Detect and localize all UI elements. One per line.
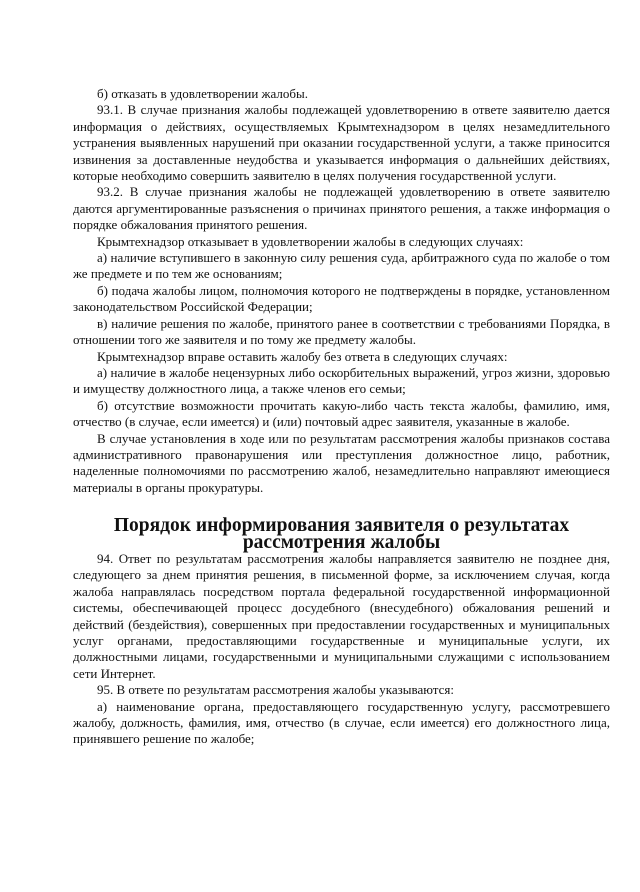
paragraph-refusal-v: в) наличие решения по жалобе, принятого ранее в соответствии с требованиями Порядка, в отношении того же заявителя и по тому же предмету жалобы. xyxy=(73,315,610,348)
paragraph-no-answer-intro: Крымтехнадзор вправе оставить жалобу без ответа в следующих случаях: xyxy=(97,348,508,364)
section-heading-line-2: рассмотрения жалобы xyxy=(242,531,441,553)
paragraph-94: 94. Ответ по результатам рассмотрения жалобы направляется заявителю не позднее дня, следующего за днем принятия решения, в письменной форме, за исключением случая, когда жалоба направлялась посредством портала федеральной государственной информационной системы, обеспечивающей процесс досудебного (внесудебного) обжалования решений и действий (бездействия), совершенных при предоставлении государственных и муниципальных услуг органами, предоставляющими государственные и муниципальные услуги, их должностными лицами, государственными и муниципальными служащими с использованием сети Интернет. xyxy=(73,550,610,681)
paragraph-otkazat: б) отказать в удовлетворении жалобы. xyxy=(97,86,309,101)
paragraph-prosecutor: В случае установления в ходе или по результатам рассмотрения жалобы признаков состава административного правонарушения или преступления должностное лицо, работник, наделенные полномочиями по рассмотрению жалоб, незамедлительно направляют имеющиеся материалы в органы прокуратуры. xyxy=(73,430,610,495)
paragraph-refusal-b: б) подача жалобы лицом, полномочия которого не подтверждены в порядке, установленном законодательством Российской Федерации; xyxy=(73,282,610,315)
paragraph-no-answer-b: б) отсутствие возможности прочитать какую-либо часть текста жалобы, фамилию, имя, отчество (в случае, если имеется) и (или) почтовый адрес заявителя, указанные в жалобе. xyxy=(73,397,610,430)
paragraph-refusal-a: а) наличие вступившего в законную силу решения суда, арбитражного суда по жалобе о том же предмете и по тем же основаниям; xyxy=(73,250,610,282)
paragraph-93-2: 93.2. В случае признания жалобы не подлежащей удовлетворению в ответе заявителю даются аргументированные разъяснения о причинах принятого решения, а также информация о порядке обжалования принятого решения. xyxy=(73,184,610,233)
section-heading xyxy=(73,515,610,553)
paragraph-93-1: 93.1. В случае признания жалобы подлежащей удовлетворению в ответе заявителю дается информация о действиях, осуществляемых Крымтехнадзором в целях незамедлительного устранения выявленных нарушений при оказании государственной услуги, а также приносится извинения за доставленные неудобства и указывается информация о дальнейших действиях, которые необходимо совершить заявителю в целях получения государственной услуги. xyxy=(73,102,610,184)
paragraph-95: 95. В ответе по результатам рассмотрения жалобы указываются: xyxy=(97,682,454,698)
paragraph-refusal-intro: Крымтехнадзор отказывает в удовлетворении жалобы в следующих случаях: xyxy=(97,233,524,249)
paragraph-no-answer-a: а) наличие в жалобе нецензурных либо оскорбительных выражений, угроз жизни, здоровью и имуществу должностного лица, а также членов его семьи; xyxy=(73,364,610,397)
section-heading-line-1: Порядок информирования заявителя о результатах xyxy=(113,515,570,537)
paragraph-95-a: а) наименование органа, предоставляющего государственную услугу, рассмотревшего жалобу, должность, фамилия, имя, отчество (в случае, если имеется) его должностного лица, принявшего решение по жалобе; xyxy=(73,698,610,747)
